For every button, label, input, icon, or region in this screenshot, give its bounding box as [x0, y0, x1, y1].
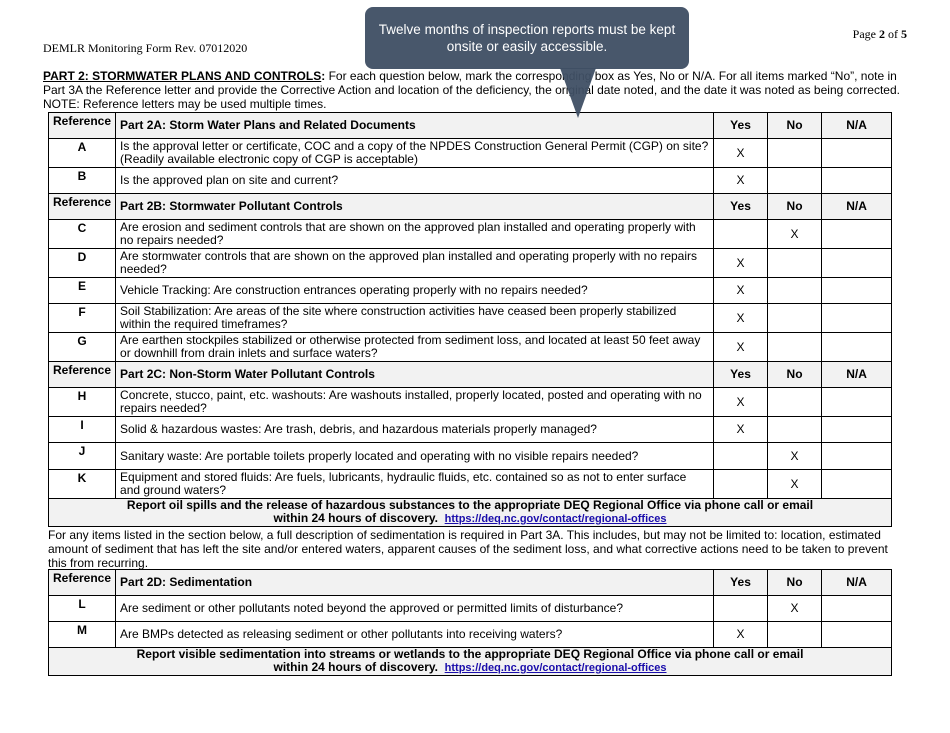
no-checkbox[interactable] [768, 333, 822, 362]
section-title: Part 2B: Stormwater Pollutant Controls [116, 194, 714, 220]
column-na-header: N/A [822, 570, 892, 596]
na-checkbox[interactable] [822, 417, 892, 443]
reference-letter: E [49, 278, 116, 304]
question-text: Are sediment or other pollutants noted beyond the approved or permitted limits of disturbance? [116, 596, 714, 622]
no-checkbox[interactable]: X [768, 220, 822, 249]
page-total: 5 [901, 27, 907, 41]
na-checkbox[interactable] [822, 333, 892, 362]
na-checkbox[interactable] [822, 139, 892, 168]
section-title: Part 2C: Non-Storm Water Pollutant Controls [116, 362, 714, 388]
table-row [49, 220, 892, 249]
question-text: Concrete, stucco, paint, etc. washouts: Are washouts installed, properly located, posted and operating with no repairs needed? [116, 388, 714, 417]
question-text: Is the approval letter or certificate, COC and a copy of the NPDES Construction General Permit (CGP) on site? (Readily available electronic copy of CGP is acceptable) [116, 139, 714, 168]
na-checkbox[interactable] [822, 278, 892, 304]
question-text: Equipment and stored fluids: Are fuels, lubricants, hydraulic fluids, etc. contained so as not to enter surface and ground waters? [116, 470, 714, 499]
question-text: Is the approved plan on site and current? [116, 168, 714, 194]
table-row [49, 388, 892, 417]
no-checkbox[interactable]: X [768, 443, 822, 470]
yes-checkbox[interactable]: X [714, 249, 768, 278]
reference-letter: A [49, 139, 116, 168]
regional-offices-link[interactable]: https://deq.nc.gov/contact/regional-offices [444, 513, 667, 525]
question-text: Are BMPs detected as releasing sediment or other pollutants into receiving waters? [116, 622, 714, 648]
section-header-row [49, 362, 892, 388]
tooltip-pointer [560, 68, 596, 118]
yes-checkbox[interactable]: X [714, 168, 768, 194]
column-no-header: No [768, 194, 822, 220]
reference-letter: G [49, 333, 116, 362]
report-banner-line1: Report oil spills and the release of hazardous substances to the appropriate DEQ Regional Office via phone call or email [126, 498, 814, 512]
table-row [49, 304, 892, 333]
na-checkbox[interactable] [822, 388, 892, 417]
no-checkbox[interactable] [768, 278, 822, 304]
no-checkbox[interactable] [768, 139, 822, 168]
yes-checkbox[interactable]: X [714, 139, 768, 168]
reference-letter: C [49, 220, 116, 249]
column-yes-header: Yes [714, 362, 768, 388]
column-no-header: No [768, 570, 822, 596]
form-title: DEMLR Monitoring Form Rev. 07012020 [43, 41, 248, 55]
column-no-header: No [768, 362, 822, 388]
na-checkbox[interactable] [822, 443, 892, 470]
reference-letter: J [49, 443, 116, 470]
question-text: Soil Stabilization: Are areas of the site where construction activities have ceased been properly stabilized within the required timeframes? [116, 304, 714, 333]
table-row [49, 139, 892, 168]
report-banner-line2 [53, 661, 887, 675]
column-yes-header: Yes [714, 570, 768, 596]
part2-instructions: For each question below, mark the corresponding box as Yes, No or N/A. For all items marked “No”, note in Part 3A the Reference letter and provide the Corrective Action and location of the deficiency, the original date noted, and the date it was noted as being corrected. NOTE: Reference letters may be used multiple times. [43, 69, 900, 111]
sedimentation-note: For any items listed in the section below, a full description of sedimentation is required in Part 3A. This includes, but may not be limited to: location, estimated amount of sediment that has left the site and/or entered waters, apparent causes of the sediment loss, and what corrective actions need to be taken to prevent this from recurring. [48, 528, 888, 570]
section-title: Part 2D: Sedimentation [116, 570, 714, 596]
section-header-row [49, 113, 892, 139]
column-na-header: N/A [822, 362, 892, 388]
page-current: 2 [879, 27, 885, 41]
inspection-tooltip: Twelve months of inspection reports must be kept onsite or easily accessible. [365, 7, 689, 69]
controls-table [48, 112, 892, 527]
no-checkbox[interactable] [768, 304, 822, 333]
table-row [49, 168, 892, 194]
table-row [49, 249, 892, 278]
yes-checkbox[interactable]: X [714, 304, 768, 333]
yes-checkbox[interactable]: X [714, 388, 768, 417]
no-checkbox[interactable]: X [768, 596, 822, 622]
table-row [49, 596, 892, 622]
report-banner-text: within 24 hours of discovery. [273, 660, 445, 674]
column-na-header: N/A [822, 194, 892, 220]
question-text: Are erosion and sediment controls that are shown on the approved plan installed and operating properly with no repairs needed? [116, 220, 714, 249]
report-banner-row [49, 499, 892, 527]
table-row [49, 278, 892, 304]
question-text: Solid & hazardous wastes: Are trash, debris, and hazardous materials properly managed? [116, 417, 714, 443]
page-prefix: Page [852, 27, 879, 41]
question-text: Are stormwater controls that are shown on the approved plan installed and operating properly with no repairs needed? [116, 249, 714, 278]
report-banner-row [49, 648, 892, 676]
na-checkbox[interactable] [822, 304, 892, 333]
reference-letter: L [49, 596, 116, 622]
table-row [49, 333, 892, 362]
no-checkbox[interactable] [768, 388, 822, 417]
report-banner-line2 [53, 512, 887, 526]
no-checkbox[interactable] [768, 622, 822, 648]
regional-offices-link[interactable]: https://deq.nc.gov/contact/regional-offices [444, 662, 667, 674]
yes-checkbox[interactable]: X [714, 622, 768, 648]
page-indicator [853, 27, 907, 42]
reference-letter: B [49, 168, 116, 194]
yes-checkbox[interactable]: X [714, 417, 768, 443]
yes-checkbox[interactable] [714, 596, 768, 622]
report-banner-line1: Report visible sedimentation into streams or wetlands to the appropriate DEQ Regional Office via phone call or email [136, 647, 804, 661]
section-title: Part 2A: Storm Water Plans and Related Documents [116, 113, 714, 139]
reference-letter: F [49, 304, 116, 333]
na-checkbox[interactable] [822, 220, 892, 249]
na-checkbox[interactable] [822, 470, 892, 499]
column-no-header: No [768, 113, 822, 139]
yes-checkbox[interactable]: X [714, 333, 768, 362]
na-checkbox[interactable] [822, 596, 892, 622]
section-header-row [49, 570, 892, 596]
reference-letter: M [49, 622, 116, 648]
reference-letter: K [49, 470, 116, 499]
column-reference-header: Reference [49, 194, 116, 220]
part2-intro [43, 69, 913, 111]
table-row [49, 417, 892, 443]
report-banner [49, 648, 892, 676]
table-row [49, 622, 892, 648]
column-yes-header: Yes [714, 113, 768, 139]
no-checkbox[interactable]: X [768, 470, 822, 499]
question-text: Sanitary waste: Are portable toilets properly located and operating with no visible repairs needed? [116, 443, 714, 470]
reference-letter: H [49, 388, 116, 417]
no-checkbox[interactable] [768, 417, 822, 443]
reference-letter: D [49, 249, 116, 278]
column-na-header: N/A [822, 113, 892, 139]
question-text: Are earthen stockpiles stabilized or otherwise protected from sediment loss, and located at least 50 feet away or downhill from drain inlets and surface waters? [116, 333, 714, 362]
yes-checkbox[interactable]: X [714, 278, 768, 304]
no-checkbox[interactable] [768, 249, 822, 278]
column-reference-header: Reference [49, 570, 116, 596]
part2-heading-colon: : [321, 69, 326, 83]
part2-heading: PART 2: STORMWATER PLANS AND CONTROLS [43, 69, 322, 83]
question-text: Vehicle Tracking: Are construction entrances operating properly with no repairs needed? [116, 278, 714, 304]
page-of: of [885, 27, 901, 41]
yes-checkbox[interactable] [714, 443, 768, 470]
na-checkbox[interactable] [822, 168, 892, 194]
yes-checkbox[interactable] [714, 220, 768, 249]
section-header-row [49, 194, 892, 220]
table-row [49, 470, 892, 499]
report-banner-text: within 24 hours of discovery. [273, 511, 445, 525]
na-checkbox[interactable] [822, 249, 892, 278]
table-row [49, 443, 892, 470]
column-reference-header: Reference [49, 362, 116, 388]
column-reference-header: Reference [49, 113, 116, 139]
no-checkbox[interactable] [768, 168, 822, 194]
column-yes-header: Yes [714, 194, 768, 220]
yes-checkbox[interactable] [714, 470, 768, 499]
na-checkbox[interactable] [822, 622, 892, 648]
report-banner [49, 499, 892, 527]
reference-letter: I [49, 417, 116, 443]
sedimentation-table [48, 569, 892, 676]
